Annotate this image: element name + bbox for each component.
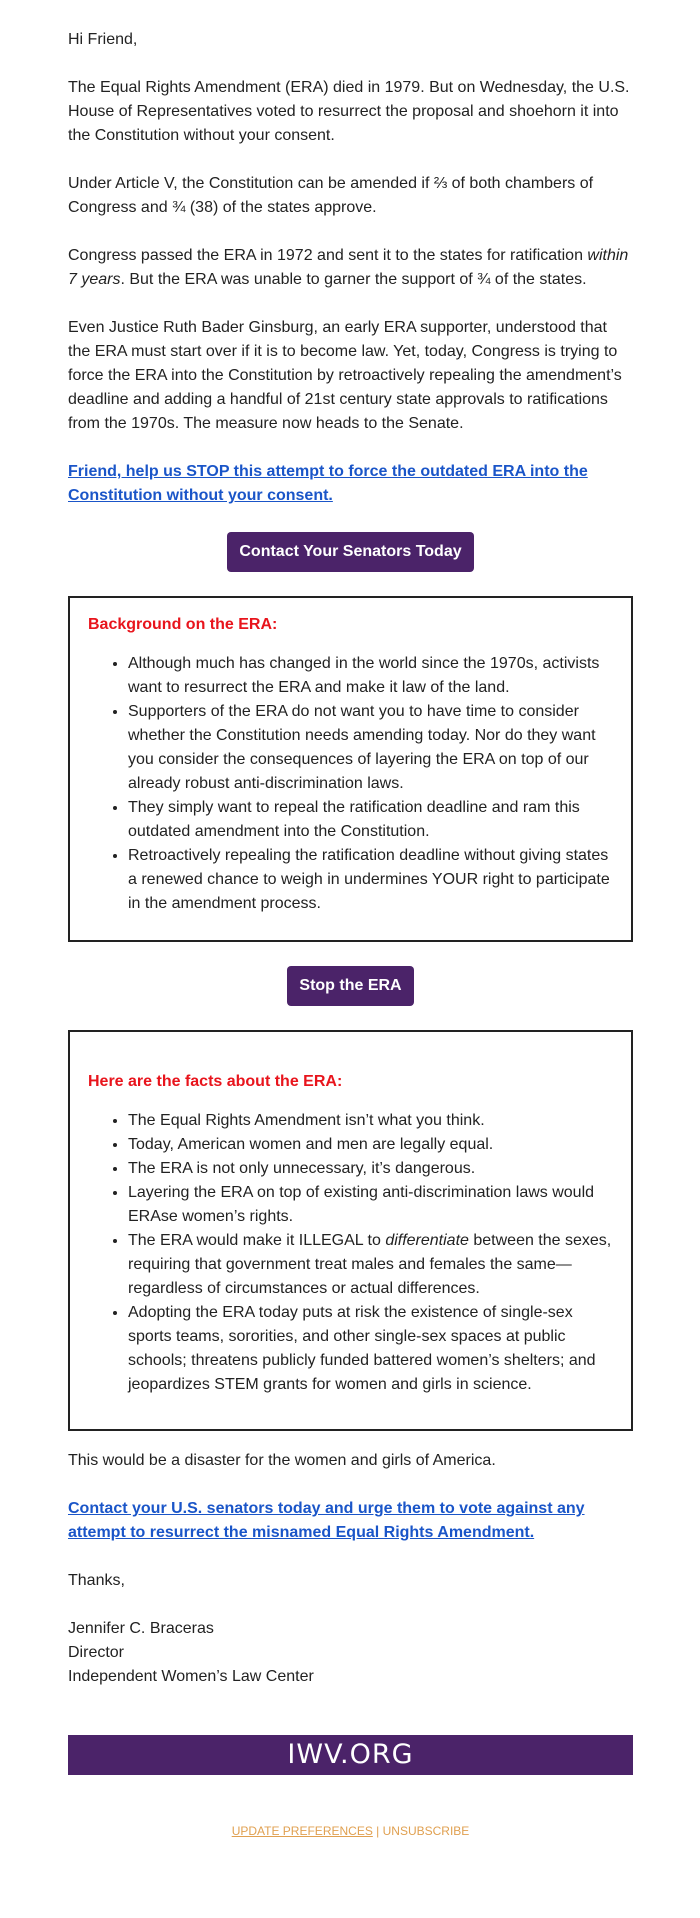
facts-heading: Here are the facts about the ERA: <box>88 1073 343 1090</box>
fact-text-italic: differentiate <box>385 1232 469 1249</box>
list-item: • Supporters of the ERA do not want you to have time to consider whether the Constitution needs amending today. Nor do they want you consider the consequences of layering the ERA on top of our already robust anti-discrimination laws. <box>128 700 613 796</box>
contact-senators-link[interactable]: Contact your U.S. senators today and urge them to vote against any attempt to resurrect the misnamed Equal Rights Amendment. <box>68 1500 585 1541</box>
list-item: • Adopting the ERA today puts at risk the existence of single-sex sports teams, sororities, and other single-sex spaces at public schools; threatens publicly funded battered women’s shelters; and jeopardizes STEM grants for women and girls in science. <box>128 1301 613 1397</box>
list-item: • Although much has changed in the world since the 1970s, activists want to resurrect the ERA and make it law of the land. <box>128 652 613 700</box>
footer-separator: | <box>372 1824 383 1838</box>
fact-text-before: The ERA would make it ILLEGAL to <box>128 1232 386 1249</box>
list-item <box>128 1229 613 1301</box>
ratification-text-italic: within 7 years <box>68 247 629 288</box>
list-item: • Today, American women and men are legally equal. <box>128 1133 613 1157</box>
email-body <box>68 0 633 1843</box>
paragraph-ratification <box>68 244 633 292</box>
paragraph-ginsburg: Even Justice Ruth Bader Ginsburg, an early ERA supporter, understood that the ERA must start over if it is to become law. Yet, today, Congress is trying to force the ERA into the Constitution by retroactively repealing the amendment’s deadline and adding a handful of 21st century state approvals to ratifications from the 1970s. The measure now heads to the Senate. <box>68 319 622 432</box>
list-item: • Retroactively repealing the ratification deadline without giving states a renewed chance to weigh in undermines YOUR right to participate in the amendment process. <box>128 844 613 916</box>
thanks-text: Thanks, <box>68 1572 125 1589</box>
paragraph-era-died: The Equal Rights Amendment (ERA) died in 1979. But on Wednesday, the U.S. House of Representatives voted to resurrect the proposal and shoehorn it into the Constitution without your consent. <box>68 79 630 144</box>
list-item: • They simply want to repeal the ratification deadline and ram this outdated amendment into the Constitution. <box>128 796 613 844</box>
footer <box>68 1819 633 1843</box>
background-box <box>68 596 633 942</box>
ratification-text-before: Congress passed the ERA in 1972 and sent it to the states for ratification <box>68 247 588 264</box>
stop-attempt-link-paragraph <box>68 460 633 508</box>
signature-name: Jennifer C. Braceras <box>68 1620 214 1637</box>
signature-title: Director <box>68 1644 125 1661</box>
stop-era-button[interactable]: Stop the ERA <box>287 966 413 1006</box>
contact-senators-button-row <box>68 532 633 572</box>
update-preferences-link[interactable]: UPDATE PREFERENCES <box>231 1824 373 1838</box>
stop-attempt-link[interactable]: Friend, help us STOP this attempt to force the outdated ERA into the Constitution without your consent. <box>68 463 588 504</box>
facts-list <box>88 1109 613 1397</box>
list-item: • The Equal Rights Amendment isn’t what you think. <box>128 1109 613 1133</box>
closing-paragraph: This would be a disaster for the women and girls of America. <box>68 1452 496 1469</box>
contact-senators-button[interactable]: Contact Your Senators Today <box>227 532 473 572</box>
background-heading: Background on the ERA: <box>88 616 278 633</box>
background-list <box>88 652 613 916</box>
contact-senators-link-paragraph <box>68 1497 633 1545</box>
fact-text-after: between the sexes, requiring that government treat males and females the same—regardless of circumstances or actual differences. <box>128 1232 612 1297</box>
stop-era-button-row <box>68 966 633 1006</box>
facts-box <box>68 1030 633 1431</box>
iwv-banner-text: IWV.ORG <box>287 1739 414 1770</box>
paragraph-article-v: Under Article V, the Constitution can be amended if ⅔ of both chambers of Congress and ¾ (38) of the states approve. <box>68 175 594 216</box>
list-item: • Layering the ERA on top of existing anti-discrimination laws would ERAse women’s rights. <box>128 1181 613 1229</box>
signature-org: Independent Women’s Law Center <box>68 1668 314 1685</box>
iwv-banner[interactable] <box>68 1735 633 1775</box>
greeting: Hi Friend, <box>68 31 138 48</box>
unsubscribe-link[interactable]: UNSUBSCRIBE <box>382 1824 470 1838</box>
ratification-text-after: . But the ERA was unable to garner the support of ¾ of the states. <box>120 271 587 288</box>
signature <box>68 1617 633 1689</box>
list-item: • The ERA is not only unnecessary, it’s dangerous. <box>128 1157 613 1181</box>
